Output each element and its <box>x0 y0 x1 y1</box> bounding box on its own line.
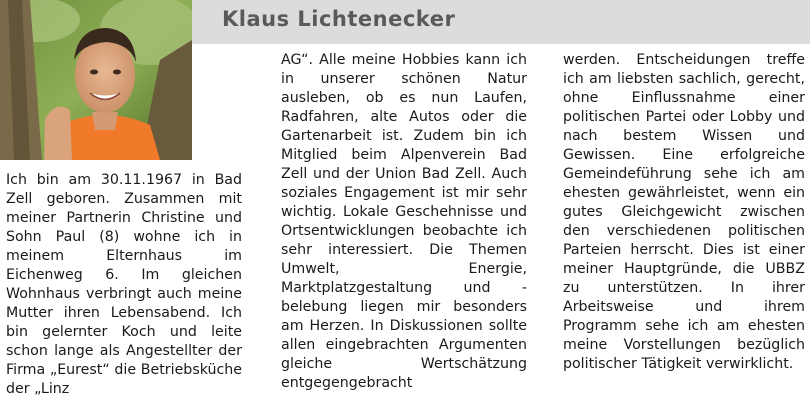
text-column-2: AG“. Alle meine Hobbies kann ich in unserer schönen Natur ausleben, ob es nun Laufen, Radfahren, alte Autos oder die Gartenarbeit ist. Zudem bin ich Mitglied beim Alpenverein Bad Zell und der Union Bad Zell. Auch soziales Engagement ist mir sehr wichtig. Lokale Geschehnisse und Ortsentwicklungen beobachte ich sehr interessiert. Die Themen Umwelt, Energie, Marktplatzgestaltung und -belebung liegen mir besonders am Herzen. In Diskussionen sollte allen eingebrachten Argumenten gleiche Wertschätzung entgegengebracht <box>281 52 527 391</box>
text-column-3: werden. Entscheidungen treffe ich am liebsten sachlich, gerecht, ohne Einflussnahme einer politischen Partei oder Lobby und nach bestem Wissen und Gewissen. Eine erfolgreiche Gemeindeführung sehe ich am ehesten gewährleistet, wenn ein gutes Gleichgewicht zwischen den verschiedenen politischen Parteien herrscht. Dies ist einer meiner Hauptgründe, die UBBZ zu unterstützen. In ihrer Arbeitsweise und ihrem Programm sehe ich am ehesten meine Vorstellungen bezüglich politischer Tätigkeit verwirklicht. <box>563 52 805 372</box>
article-title: Klaus Lichtenecker <box>222 7 456 31</box>
portrait-photo <box>0 0 192 160</box>
header-bar <box>192 0 810 44</box>
text-column-1: Ich bin am 30.11.1967 in Bad Zell geboren. Zusammen mit meiner Partnerin Christine und Sohn Paul (8) wohne ich in meinem Elternhaus im Eichenweg 6. Im gleichen Wohnhaus verbringt auch meine Mutter ihren Lebensabend. Ich bin gelernter Koch und leite schon lange als Angestellter der Firma „Eurest“ die Betriebsküche der „Linz <box>6 172 242 397</box>
